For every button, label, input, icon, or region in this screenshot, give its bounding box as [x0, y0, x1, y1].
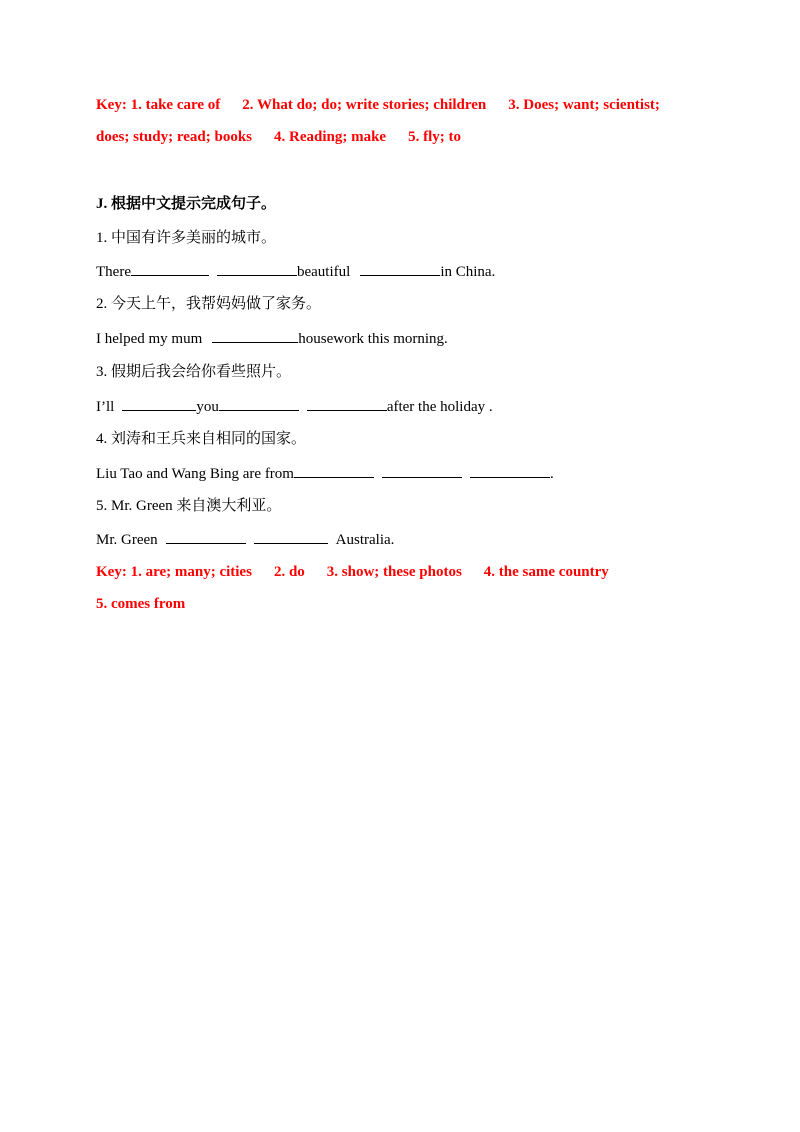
sentence-text: housework this morning.	[298, 331, 448, 347]
key-segment: 4. the same country	[483, 564, 609, 580]
answer-blank[interactable]	[360, 261, 440, 276]
sentence-text: I’ll	[96, 399, 115, 415]
key-segment: does; study; read; books	[96, 129, 252, 145]
sentence-text: Australia.	[335, 532, 395, 548]
answer-blank[interactable]	[217, 261, 297, 276]
item-4-english	[96, 463, 554, 484]
sentence-text: you	[196, 399, 219, 415]
answer-key-1-line-1	[96, 95, 660, 115]
key-segment: Key: 1. are; many; cities	[96, 564, 252, 580]
answer-blank[interactable]	[212, 328, 298, 343]
answer-key-2-line-1	[96, 562, 609, 582]
item-1-chinese: 1. 中国有许多美丽的城市。	[96, 230, 277, 246]
answer-blank[interactable]	[131, 261, 209, 276]
answer-key-2-line-2	[96, 594, 185, 614]
item-2-chinese: 2. 今天上午，我帮妈妈做了家务。	[96, 296, 322, 312]
sentence-text: in China.	[440, 264, 496, 280]
item-5-english	[96, 529, 394, 550]
key-segment: 3. show; these photos	[326, 564, 462, 580]
item-5-chinese: 5. Mr. Green 来自澳大利亚。	[96, 498, 282, 514]
sentence-text: Mr. Green	[96, 532, 158, 548]
answer-blank[interactable]	[294, 463, 374, 478]
answer-blank[interactable]	[219, 396, 299, 411]
sentence-text: There	[96, 264, 131, 280]
answer-blank[interactable]	[307, 396, 387, 411]
item-3-chinese: 3. 假期后我会给你看些照片。	[96, 364, 292, 380]
answer-blank[interactable]	[166, 529, 246, 544]
item-1-english	[96, 261, 495, 282]
item-2-english	[96, 328, 448, 349]
answer-blank[interactable]	[122, 396, 196, 411]
key-segment: 5. comes from	[96, 596, 186, 612]
answer-blank[interactable]	[254, 529, 328, 544]
answer-key-1-line-2	[96, 127, 461, 147]
sentence-text: I helped my mum	[96, 331, 203, 347]
item-4-chinese: 4. 刘涛和王兵来自相同的国家。	[96, 431, 307, 447]
key-segment: Key: 1. take care of	[96, 97, 221, 113]
sentence-text: .	[549, 466, 554, 482]
item-3-english	[96, 396, 493, 417]
sentence-text: Liu Tao and Wang Bing are from	[96, 466, 294, 482]
sentence-text: after the holiday .	[386, 399, 493, 415]
answer-blank[interactable]	[382, 463, 462, 478]
key-segment: 2. What do; do; write stories; children	[242, 97, 487, 113]
section-heading: J. 根据中文提示完成句子。	[96, 196, 277, 212]
sentence-text: beautiful	[296, 264, 351, 280]
answer-blank[interactable]	[470, 463, 550, 478]
key-segment: 4. Reading; make	[274, 129, 387, 145]
key-segment: 2. do	[273, 564, 305, 580]
key-segment: 5. fly; to	[408, 129, 461, 145]
key-segment: 3. Does; want; scientist;	[508, 97, 660, 113]
